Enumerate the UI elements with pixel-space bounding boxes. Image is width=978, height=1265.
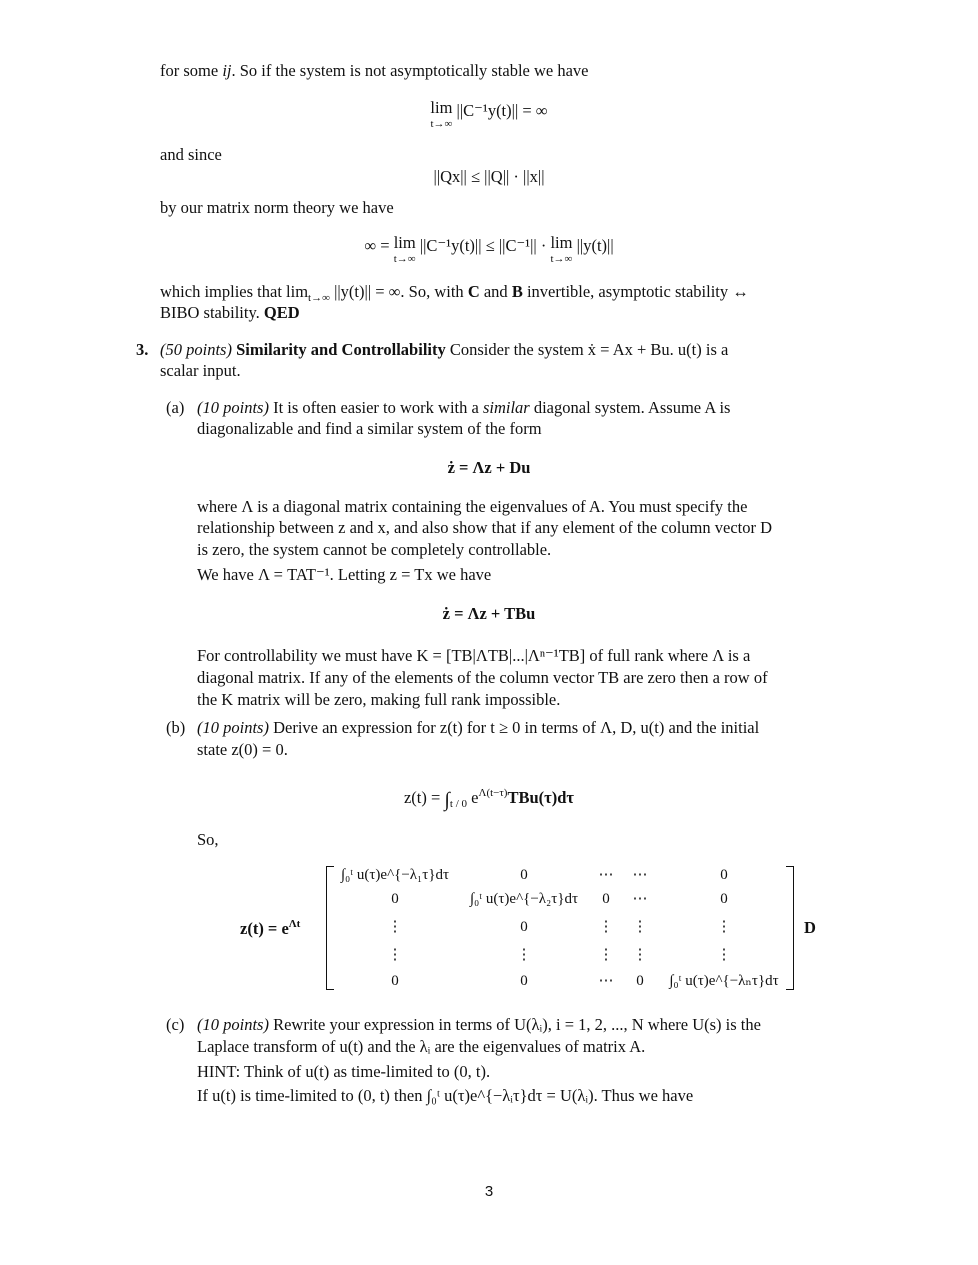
matrix-cell: 0 bbox=[720, 891, 728, 907]
matrix-cell: ⋮ bbox=[716, 919, 732, 935]
part-a-line-1 bbox=[197, 397, 730, 419]
math-B: B bbox=[511, 282, 523, 301]
equation-part: TBu(τ)dτ bbox=[507, 788, 575, 807]
points-label: (10 points) bbox=[197, 718, 269, 737]
part-b-line-2: state z(0) = 0. bbox=[197, 740, 288, 759]
paragraph-bibo bbox=[160, 302, 300, 324]
points-label: (10 points) bbox=[197, 398, 269, 417]
matrix-lhs bbox=[240, 917, 300, 940]
part-a-line-3: where Λ is a diagonal matrix containing the eigenvalues of A. You must specify the bbox=[197, 497, 748, 516]
matrix-cell: ⋯ bbox=[598, 973, 614, 989]
matrix-cell: 0 bbox=[636, 973, 644, 989]
equation-part: z(t) = bbox=[403, 788, 441, 807]
lim-operator bbox=[430, 100, 452, 130]
text-span: Consider the system ẋ = Ax + Bu. u(t) is a bbox=[445, 340, 729, 359]
matrix-cell: 0 bbox=[520, 919, 528, 935]
qed-mark: QED bbox=[263, 303, 300, 322]
part-a-line-9: the K matrix will be zero, making full rank impossible. bbox=[197, 690, 561, 709]
exponent: Λ(t−τ) bbox=[478, 787, 508, 799]
paragraph-and-since: and since bbox=[160, 145, 222, 164]
paragraph-norm-theory: by our matrix norm theory we have bbox=[160, 198, 394, 217]
points-label: (10 points) bbox=[197, 1015, 269, 1034]
part-a-label: (a) bbox=[166, 398, 185, 417]
matrix-cell: ⋯ bbox=[632, 891, 648, 907]
part-a-line-4: relationship between z and x, and also show that if any element of the column vector D bbox=[197, 518, 773, 537]
equation-z-integral bbox=[0, 786, 978, 813]
lim-text: lim bbox=[430, 98, 453, 117]
matrix-cell: ∫₀ᵗ u(τ)e^{−λ₁τ}dτ bbox=[340, 867, 450, 883]
lim-subscript: t→∞ bbox=[550, 252, 573, 265]
matrix-cell: 0 bbox=[602, 891, 610, 907]
lim-operator bbox=[394, 235, 416, 265]
lim-text: lim bbox=[393, 233, 416, 252]
part-a-line-8: diagonal matrix. If any of the elements of the column vector TB are zero then a row of bbox=[197, 668, 768, 687]
equation-norm-inequality: ||Qx|| ≤ ||Q|| · ||x|| bbox=[433, 167, 545, 186]
lim-operator bbox=[550, 235, 572, 265]
question-3-intro: scalar input. bbox=[160, 361, 241, 380]
part-c-line-2: Laplace transform of u(t) and the λᵢ are the eigenvalues of matrix A. bbox=[197, 1037, 646, 1056]
text-span: ||y(t)|| = ∞. So, with bbox=[329, 282, 468, 301]
text-span: and bbox=[479, 282, 512, 301]
text-span: BIBO stability. bbox=[160, 303, 264, 322]
equation-limit bbox=[0, 100, 978, 130]
text-span: diagonal system. Assume A is bbox=[529, 398, 731, 417]
part-a-line-2: diagonalizable and find a similar system of the form bbox=[197, 419, 542, 438]
question-title: Similarity and Controllability bbox=[236, 340, 446, 359]
part-c-label: (c) bbox=[166, 1015, 185, 1034]
equation-transformed-system: ż = Λz + TBu bbox=[442, 604, 536, 623]
matrix-rhs: D bbox=[804, 918, 816, 937]
equation-part: ||y(t)|| bbox=[576, 236, 614, 255]
paragraph-intro bbox=[160, 60, 588, 82]
matrix-right-bracket bbox=[786, 866, 794, 990]
matrix-cell: 0 bbox=[720, 867, 728, 883]
matrix-cell: 0 bbox=[391, 973, 399, 989]
part-a-line-5: is zero, the system cannot be completely controllable. bbox=[197, 540, 552, 559]
text-span: Rewrite your expression in terms of U(λᵢ), i = 1, 2, ..., N where U(s) is the bbox=[268, 1015, 761, 1034]
matrix-cell: ⋮ bbox=[716, 947, 732, 963]
matrix-left-bracket bbox=[326, 866, 334, 990]
text-span: It is often easier to work with a bbox=[268, 398, 483, 417]
text-span: Derive an expression for z(t) for t ≥ 0 in terms of Λ, D, u(t) and the initial bbox=[268, 718, 760, 737]
question-number: 3. bbox=[136, 340, 149, 359]
lim-subscript: t→∞ bbox=[308, 292, 330, 304]
equation-similar-system: ż = Λz + Du bbox=[447, 458, 531, 477]
matrix-cell: 0 bbox=[520, 973, 528, 989]
math-C: C bbox=[467, 282, 480, 301]
matrix-cell: ⋮ bbox=[598, 919, 614, 935]
integral-sign: ∫ bbox=[444, 789, 450, 811]
matrix-cell: ⋮ bbox=[598, 947, 614, 963]
exponent: Λt bbox=[288, 918, 301, 930]
part-b-line-1 bbox=[197, 717, 759, 739]
text-span: . So if the system is not asymptotically stable we have bbox=[231, 61, 589, 80]
lim-subscript: t→∞ bbox=[393, 252, 416, 265]
matrix-cell: ∫₀ᵗ u(τ)e^{−λₙτ}dτ bbox=[669, 973, 779, 989]
emphasis-similar: similar bbox=[482, 398, 530, 417]
lim-subscript: t→∞ bbox=[430, 117, 453, 130]
part-a-line-6: We have Λ = TAT⁻¹. Letting z = Tx we have bbox=[197, 565, 492, 584]
text-span: invertible, asymptotic stability ↔ bbox=[522, 282, 749, 301]
matrix-cell: 0 bbox=[520, 867, 528, 883]
matrix-cell: 0 bbox=[391, 891, 399, 907]
matrix-cell: ⋮ bbox=[632, 919, 648, 935]
equation-part: z(t) = e bbox=[240, 919, 289, 938]
equation-part: ∞ = bbox=[364, 236, 390, 255]
matrix-cell: ⋮ bbox=[387, 919, 403, 935]
matrix-cell: ∫₀ᵗ u(τ)e^{−λ₂τ}dτ bbox=[469, 891, 579, 907]
matrix-cell: ⋮ bbox=[632, 947, 648, 963]
part-c-hint: HINT: Think of u(t) as time-limited to (0, t). bbox=[197, 1062, 491, 1081]
points-label: (50 points) bbox=[160, 340, 232, 359]
equation-part: ||C⁻¹y(t)|| ≤ ||C⁻¹|| · bbox=[419, 236, 547, 255]
part-c-line-1 bbox=[197, 1014, 761, 1036]
question-3-heading bbox=[160, 339, 728, 361]
part-b-label: (b) bbox=[166, 718, 186, 737]
matrix-cell: ⋮ bbox=[516, 947, 532, 963]
equation-part: e bbox=[471, 788, 479, 807]
matrix-cell: ⋯ bbox=[598, 867, 614, 883]
lim-text: lim bbox=[550, 233, 573, 252]
page-number: 3 bbox=[484, 1183, 494, 1200]
text-span: which implies that lim bbox=[160, 282, 309, 301]
equation-expression: ||C⁻¹y(t)|| = ∞ bbox=[456, 101, 548, 120]
text-span: for some bbox=[160, 61, 223, 80]
math-ij: ij bbox=[222, 61, 232, 80]
equation-infinity bbox=[0, 235, 978, 265]
part-c-line-4: If u(t) is time-limited to (0, t) then ∫₀ᵗ u(τ)e^{−λᵢτ}dτ = U(λᵢ). Thus we have bbox=[197, 1086, 694, 1105]
matrix-cell: ⋮ bbox=[387, 947, 403, 963]
so-text: So, bbox=[197, 830, 219, 849]
integral-limits: t / 0 bbox=[449, 798, 468, 810]
part-a-line-7: For controllability we must have K = [TB|ΛTB|...|Λⁿ⁻¹TB] of full rank where Λ is a bbox=[197, 646, 751, 665]
matrix-cell: ⋯ bbox=[632, 867, 648, 883]
